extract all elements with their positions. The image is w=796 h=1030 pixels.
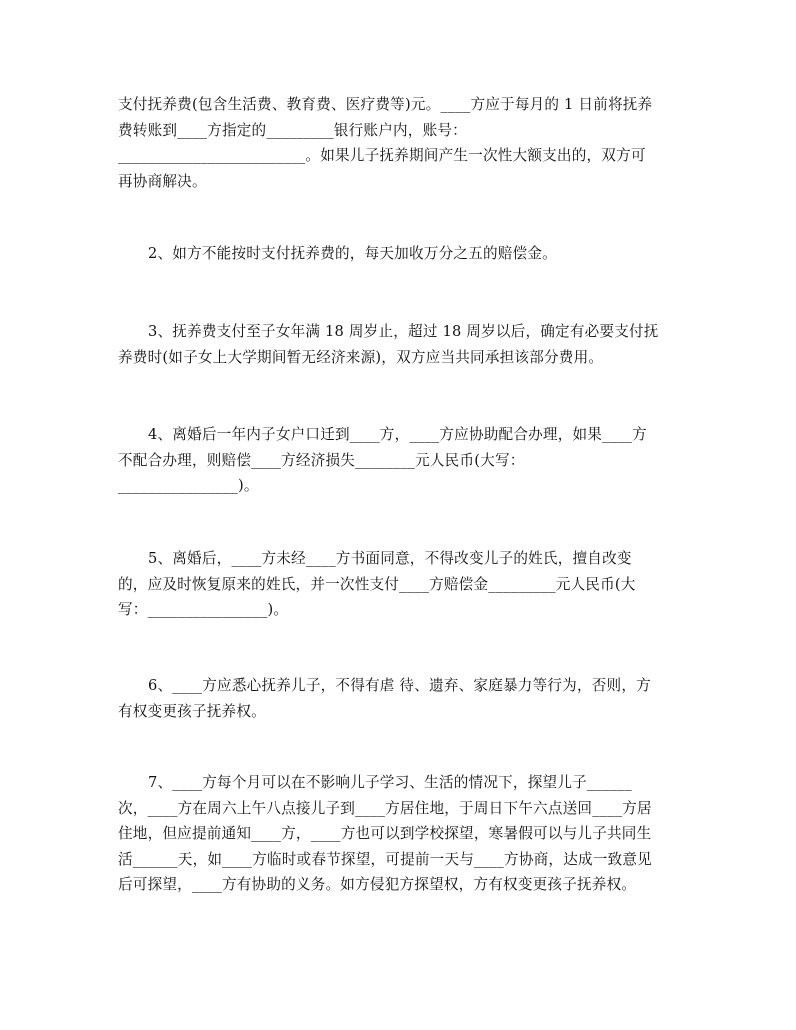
text-line: 6、____方应悉心抚养儿子，不得有虐 待、遗弃、家庭暴力等行为，否则，方	[148, 677, 651, 694]
text-line: 7、____方每个月可以在不影响儿子学习、生活的情况下，探望儿子______	[148, 774, 632, 791]
text-line: 有权变更孩子抚养权。	[118, 702, 266, 720]
paragraph-clause-6	[118, 673, 684, 724]
paragraph-clause-2	[118, 241, 684, 267]
text-line: _________________________。如果儿子抚养期间产生一次性大额支出的，双方可	[118, 147, 646, 164]
text-line: 住地，但应提前通知____方，____方也可以到学校探望，寒暑假可以与儿子共同生	[118, 825, 652, 842]
text-line: 写：________________)。	[118, 601, 289, 618]
text-line: 支付抚养费(包含生活费、教育费、医疗费等)元。____方应于每月的 1 日前将抚养	[118, 96, 653, 113]
text-line: 的，应及时恢复原来的姓氏，并一次性支付____方赔偿金_________元人民币(大	[118, 575, 636, 593]
text-line: 后可探望，____方有协助的义务。如方侵犯方探望权，方有权变更孩子抚养权。	[118, 876, 637, 893]
text-line: ________________)。	[118, 477, 259, 494]
text-line: 4、离婚后一年内子女户口迁到____方，____方应协助配合办理，如果____方	[148, 426, 647, 443]
text-line: 次，____方在周六上午八点接儿子到____方居住地，于周日下午六点送回____方居	[118, 799, 652, 817]
paragraph-clause-5	[118, 546, 684, 623]
paragraph-clause-7	[118, 770, 684, 898]
text-line: 再协商解决。	[118, 172, 207, 190]
paragraph-clause-4	[118, 422, 684, 499]
text-line: 2、如方不能按时支付抚养费的，每天加收万分之五的赔偿金。	[148, 245, 557, 262]
text-line: 活______天，如____方临时或春节探望，可提前一天与____方协商，达成一致意见	[118, 850, 652, 868]
text-line: 养费时(如子女上大学期间暂无经济来源)，双方应当共同承担该部分费用。	[118, 348, 604, 366]
paragraph-clause-3	[118, 319, 684, 370]
text-line: 5、离婚后，____方未经____方书面同意，不得改变儿子的姓氏，擅自改变	[148, 550, 632, 567]
paragraph-payment-transfer	[118, 92, 684, 194]
text-line: 3、抚养费支付至子女年满 18 周岁止，超过 18 周岁以后，确定有必要支付抚	[148, 323, 659, 340]
text-line: 费转账到____方指定的_________银行账户内，账号：	[118, 121, 467, 139]
text-line: 不配合办理，则赔偿____方经济损失________元人民币(大写：	[118, 451, 525, 469]
